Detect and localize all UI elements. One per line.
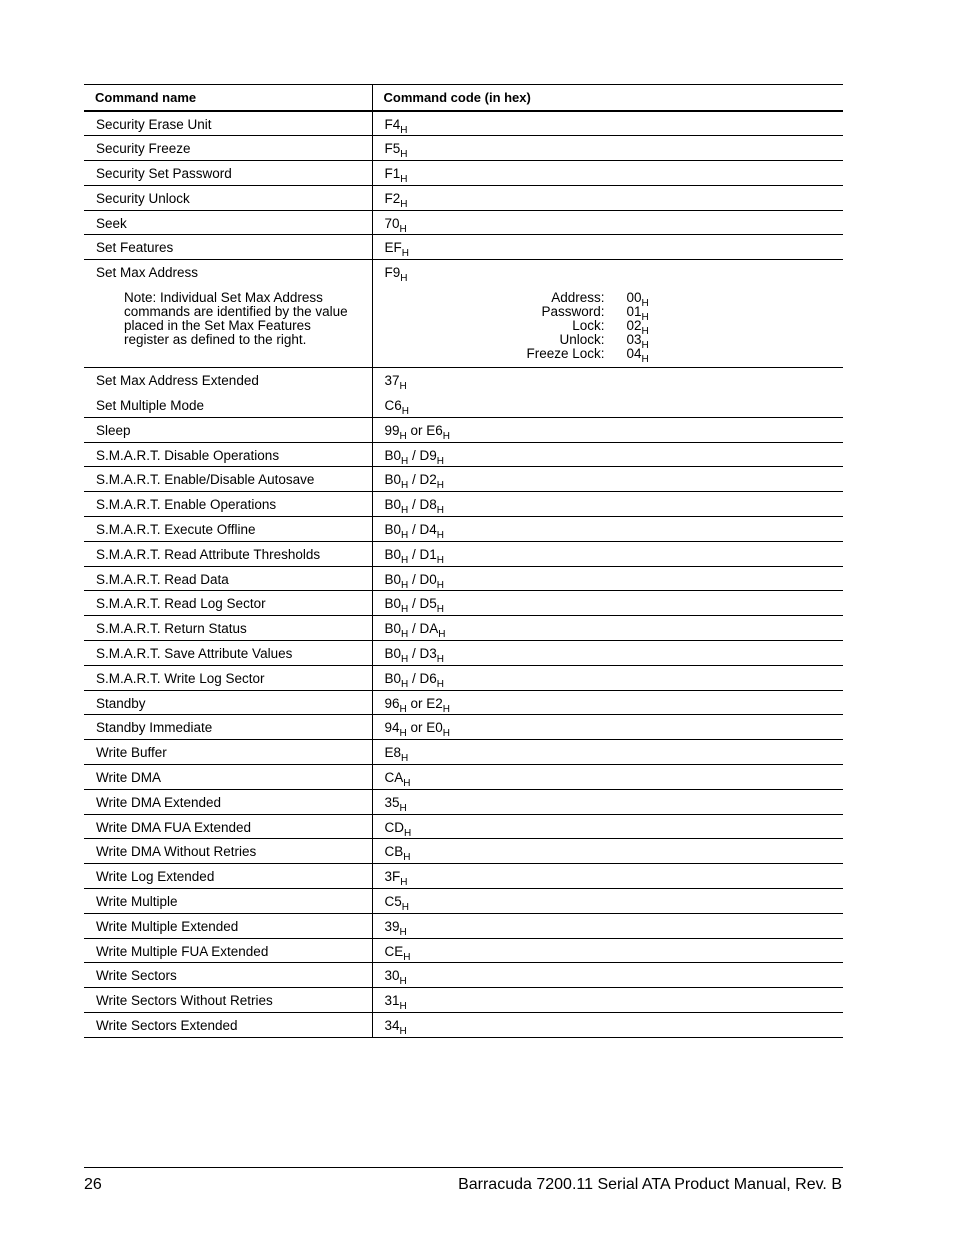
table-row xyxy=(84,161,843,186)
hex-subscript: H xyxy=(436,604,444,616)
hex-subscript: H xyxy=(399,381,407,393)
command-name-cell xyxy=(84,1013,372,1038)
table-row xyxy=(84,1013,843,1038)
command-code-cell xyxy=(372,210,843,235)
command-name: S.M.A.R.T. Read Attribute Thresholds xyxy=(96,546,321,562)
code-value: F5 xyxy=(384,141,401,157)
table-row xyxy=(84,740,843,765)
subcode-value xyxy=(605,318,651,338)
command-code-cell xyxy=(372,235,843,260)
code-value: 03 xyxy=(626,332,642,348)
set-max-note: Note: Individual Set Max Address commands are identified by the value placed in the Set Max Features register as defined to the right. xyxy=(124,290,348,348)
command-name: Security Erase Unit xyxy=(96,117,212,132)
command-name: Write Sectors Without Retries xyxy=(96,993,273,1009)
hex-subscript: H xyxy=(403,951,411,963)
code-value: 30 xyxy=(384,968,400,984)
hex-subscript: H xyxy=(401,554,409,566)
command-code xyxy=(384,720,844,740)
command-name-cell xyxy=(84,814,372,839)
command-code xyxy=(384,869,844,889)
command-name-cell xyxy=(84,913,372,938)
command-code xyxy=(384,240,844,260)
code-value: CE xyxy=(384,943,404,959)
command-name-cell xyxy=(84,839,372,864)
table-row xyxy=(84,889,843,914)
hex-subscript: H xyxy=(403,778,411,790)
code-value: B0 xyxy=(384,546,402,562)
hex-subscript: H xyxy=(401,405,409,417)
header-command-code: Command code (in hex) xyxy=(372,85,843,112)
hex-subscript: H xyxy=(436,678,444,690)
command-name: Standby xyxy=(96,695,146,711)
hex-subscript: H xyxy=(404,827,412,839)
command-name-cell xyxy=(84,665,372,690)
command-code-cell xyxy=(372,161,843,186)
hex-subscript: H xyxy=(641,354,649,366)
hex-subscript: H xyxy=(641,312,649,324)
command-code-cell xyxy=(372,591,843,616)
table-row xyxy=(84,938,843,963)
command-code-cell xyxy=(372,566,843,591)
hex-subscript: H xyxy=(436,455,444,467)
code-value: F1 xyxy=(384,166,401,182)
hex-subscript: H xyxy=(401,604,409,616)
command-name: Write DMA Without Retries xyxy=(96,844,257,860)
code-value: / D8 xyxy=(408,497,437,513)
table-body xyxy=(84,111,843,1037)
command-name-cell xyxy=(84,864,372,889)
command-code xyxy=(384,844,844,864)
command-name: Write Multiple FUA Extended xyxy=(96,943,269,959)
command-name: S.M.A.R.T. Enable Operations xyxy=(96,497,277,513)
hex-subscript: H xyxy=(436,505,444,517)
command-code xyxy=(384,373,844,393)
command-code xyxy=(384,968,844,988)
command-code-cell xyxy=(372,467,843,492)
subcode-label: Lock: xyxy=(572,318,605,334)
code-value: 00 xyxy=(626,290,642,306)
code-value: or E6 xyxy=(406,422,443,438)
hex-subscript: H xyxy=(401,678,409,690)
table-row xyxy=(84,814,843,839)
table-row xyxy=(84,690,843,715)
command-name: Write Log Extended xyxy=(96,869,215,885)
command-code xyxy=(384,646,844,666)
command-code-cell xyxy=(372,517,843,542)
code-value: 3F xyxy=(384,869,401,885)
code-value: E8 xyxy=(384,745,402,761)
subcode-label: Freeze Lock: xyxy=(526,346,605,362)
table-row xyxy=(84,665,843,690)
table-row xyxy=(84,111,843,136)
command-name: Sleep xyxy=(96,422,131,438)
hex-subscript: H xyxy=(401,629,409,641)
command-name-cell xyxy=(84,566,372,591)
command-code-cell xyxy=(372,616,843,641)
hex-subscript: H xyxy=(436,579,444,591)
code-value: 02 xyxy=(626,318,642,334)
hex-subscript: H xyxy=(438,629,446,641)
hex-subscript: H xyxy=(401,902,409,914)
hex-subscript: H xyxy=(399,728,407,740)
command-code-cell xyxy=(372,715,843,740)
command-name: S.M.A.R.T. Write Log Sector xyxy=(96,670,265,686)
command-code xyxy=(384,447,844,467)
command-name: Write Multiple Extended xyxy=(96,918,239,934)
code-value: or E2 xyxy=(406,695,443,711)
subcode-label: Unlock: xyxy=(559,332,605,348)
command-code xyxy=(384,522,844,542)
command-name-cell xyxy=(84,111,372,136)
table-row xyxy=(84,765,843,790)
hex-subscript: H xyxy=(436,530,444,542)
hex-subscript: H xyxy=(400,877,408,889)
command-code-cell xyxy=(372,839,843,864)
table-header-row xyxy=(84,85,843,112)
command-code-cell xyxy=(372,260,843,368)
table-row xyxy=(84,591,843,616)
hex-subscript: H xyxy=(442,703,451,715)
command-code xyxy=(384,571,844,591)
subcode-label: Address: xyxy=(551,290,605,306)
code-value: / D5 xyxy=(408,596,437,612)
command-name-cell xyxy=(84,517,372,542)
code-value: F2 xyxy=(384,190,401,206)
command-name: Set Max Address Extended xyxy=(96,373,259,389)
hex-subscript: H xyxy=(399,976,407,988)
table-row xyxy=(84,988,843,1013)
code-value: 01 xyxy=(626,304,642,320)
code-value: 99 xyxy=(384,422,400,438)
command-code xyxy=(384,215,844,235)
table-row xyxy=(84,839,843,864)
table-row xyxy=(84,541,843,566)
command-code-cell xyxy=(372,789,843,814)
command-name-cell xyxy=(84,591,372,616)
command-name-cell xyxy=(84,417,372,442)
command-code xyxy=(384,472,844,492)
hex-subscript: H xyxy=(436,654,444,666)
subcode-value xyxy=(605,332,651,352)
hex-subscript: H xyxy=(400,149,408,161)
command-name-cell xyxy=(84,210,372,235)
command-name-cell xyxy=(84,938,372,963)
command-code xyxy=(384,770,844,790)
table-row xyxy=(84,368,843,393)
table-row xyxy=(84,467,843,492)
command-name: S.M.A.R.T. Disable Operations xyxy=(96,447,280,463)
command-code-cell xyxy=(372,111,843,136)
command-name-cell xyxy=(84,988,372,1013)
code-value: B0 xyxy=(384,596,402,612)
hex-subscript: H xyxy=(442,728,451,740)
command-code xyxy=(384,695,844,715)
command-name: S.M.A.R.T. Save Attribute Values xyxy=(96,646,293,662)
hex-subscript: H xyxy=(400,273,408,285)
code-value: B0 xyxy=(384,670,402,686)
command-name-cell xyxy=(84,235,372,260)
table-row xyxy=(84,517,843,542)
hex-subscript: H xyxy=(401,455,409,467)
hex-subscript: H xyxy=(401,654,409,666)
hex-subscript: H xyxy=(641,340,649,352)
command-code xyxy=(384,497,844,517)
hex-subscript: H xyxy=(401,579,409,591)
code-value: / D6 xyxy=(408,670,437,686)
code-value: / DA xyxy=(408,621,439,637)
command-name-cell xyxy=(84,393,372,418)
command-name: Write DMA xyxy=(96,770,162,786)
table-row xyxy=(84,789,843,814)
command-code-cell xyxy=(372,393,843,418)
page-number: 26 xyxy=(84,1176,102,1193)
table-row xyxy=(84,260,843,368)
hex-subscript: H xyxy=(401,753,409,765)
code-value: 35 xyxy=(384,794,400,810)
code-value: B0 xyxy=(384,522,402,538)
command-name-cell xyxy=(84,963,372,988)
footer-rule xyxy=(84,1167,843,1168)
command-code-cell xyxy=(372,690,843,715)
command-name-cell xyxy=(84,789,372,814)
header-command-name: Command name xyxy=(84,85,372,112)
command-name: Write Sectors xyxy=(96,968,177,984)
set-max-subcodes xyxy=(455,290,844,366)
command-name-cell xyxy=(84,136,372,161)
command-name: Write DMA Extended xyxy=(96,794,222,810)
code-value: EF xyxy=(384,240,402,256)
command-code-cell xyxy=(372,913,843,938)
code-value: 96 xyxy=(384,695,400,711)
command-code xyxy=(384,794,844,814)
command-name: Write DMA FUA Extended xyxy=(96,819,252,835)
command-code xyxy=(384,265,844,285)
command-name: Set Multiple Mode xyxy=(96,397,205,413)
hex-subscript: H xyxy=(436,554,444,566)
table-row xyxy=(84,492,843,517)
command-code-cell xyxy=(372,1013,843,1038)
hex-subscript: H xyxy=(399,926,407,938)
command-name: Security Freeze xyxy=(96,141,191,157)
command-code xyxy=(384,546,844,566)
command-name-cell xyxy=(84,185,372,210)
table-row xyxy=(84,442,843,467)
command-name: S.M.A.R.T. Execute Offline xyxy=(96,522,256,538)
code-value: C5 xyxy=(384,894,402,910)
command-code-cell xyxy=(372,988,843,1013)
code-value: / D3 xyxy=(408,646,437,662)
code-value: 70 xyxy=(384,215,400,231)
table-row xyxy=(84,185,843,210)
table-row xyxy=(84,417,843,442)
command-code-cell xyxy=(372,864,843,889)
command-name-cell xyxy=(84,690,372,715)
command-code-cell xyxy=(372,889,843,914)
table-row xyxy=(84,210,843,235)
command-code xyxy=(384,670,844,690)
code-value: / D4 xyxy=(408,522,437,538)
command-code xyxy=(384,819,844,839)
table-row xyxy=(84,715,843,740)
command-code-cell xyxy=(372,185,843,210)
command-name-cell xyxy=(84,889,372,914)
command-code-cell xyxy=(372,541,843,566)
hex-subscript: H xyxy=(399,1026,407,1037)
command-name: Write Buffer xyxy=(96,745,167,761)
hex-subscript: H xyxy=(400,174,408,186)
command-name: S.M.A.R.T. Read Log Sector xyxy=(96,596,266,612)
code-value: F4 xyxy=(384,117,401,132)
command-code xyxy=(384,993,844,1013)
hex-subscript: H xyxy=(641,298,649,310)
subcode-label: Password: xyxy=(541,304,605,320)
command-code-cell xyxy=(372,740,843,765)
code-value: 04 xyxy=(626,346,642,362)
subcode-value xyxy=(605,290,651,310)
command-name-cell xyxy=(84,715,372,740)
command-name: S.M.A.R.T. Enable/Disable Autosave xyxy=(96,472,315,488)
command-code-cell xyxy=(372,814,843,839)
table-row xyxy=(84,616,843,641)
code-value: 34 xyxy=(384,1018,400,1033)
command-code xyxy=(384,190,844,210)
table-row xyxy=(84,393,843,418)
document-title: Barracuda 7200.11 Serial ATA Product Manual, Rev. B xyxy=(458,1176,842,1193)
command-code xyxy=(384,166,844,186)
table-row xyxy=(84,235,843,260)
command-name-cell xyxy=(84,467,372,492)
command-name: Security Set Password xyxy=(96,166,232,182)
code-value: or E0 xyxy=(406,720,443,736)
command-code xyxy=(384,1018,844,1037)
command-code xyxy=(384,397,844,417)
command-name-cell xyxy=(84,740,372,765)
code-value: F9 xyxy=(384,265,401,281)
command-code xyxy=(384,141,844,161)
command-name: Set Max Address xyxy=(96,265,199,281)
code-value: B0 xyxy=(384,447,402,463)
command-code-cell xyxy=(372,938,843,963)
command-code-cell xyxy=(372,417,843,442)
table-row xyxy=(84,913,843,938)
command-name: S.M.A.R.T. Return Status xyxy=(96,621,247,637)
hex-subscript: H xyxy=(641,326,649,338)
code-value: B0 xyxy=(384,571,402,587)
hex-subscript: H xyxy=(436,480,444,492)
table-row xyxy=(84,641,843,666)
command-name-cell xyxy=(84,368,372,393)
command-code-cell xyxy=(372,665,843,690)
code-value: / D0 xyxy=(408,571,437,587)
code-value: CB xyxy=(384,844,404,860)
command-name: Seek xyxy=(96,215,127,231)
command-code xyxy=(384,918,844,938)
command-code xyxy=(384,596,844,616)
hex-subscript: H xyxy=(399,223,407,235)
code-value: / D9 xyxy=(408,447,437,463)
hex-subscript: H xyxy=(399,1001,407,1013)
command-code-cell xyxy=(372,368,843,393)
command-code-cell xyxy=(372,136,843,161)
hex-subscript: H xyxy=(400,125,408,136)
code-value: 39 xyxy=(384,918,400,934)
subcode-value xyxy=(605,346,651,366)
table-row xyxy=(84,136,843,161)
command-name: Write Sectors Extended xyxy=(96,1018,238,1033)
command-code xyxy=(384,422,844,442)
hex-subscript: H xyxy=(403,852,411,864)
hex-subscript: H xyxy=(399,703,407,715)
command-table xyxy=(84,84,843,1038)
command-name-cell xyxy=(84,641,372,666)
command-name-cell xyxy=(84,541,372,566)
code-value: CD xyxy=(384,819,404,835)
command-code xyxy=(384,621,844,641)
command-code xyxy=(384,943,844,963)
command-name: Standby Immediate xyxy=(96,720,213,736)
hex-subscript: H xyxy=(401,530,409,542)
code-value: CA xyxy=(384,770,404,786)
code-value: / D2 xyxy=(408,472,437,488)
table-row xyxy=(84,963,843,988)
command-name-cell xyxy=(84,765,372,790)
subcode-value xyxy=(605,304,651,324)
code-value: 37 xyxy=(384,373,400,389)
code-value: / D1 xyxy=(408,546,437,562)
command-name-cell xyxy=(84,616,372,641)
command-code-cell xyxy=(372,641,843,666)
hex-subscript: H xyxy=(399,430,407,442)
command-code-cell xyxy=(372,765,843,790)
command-code-cell xyxy=(372,492,843,517)
hex-subscript: H xyxy=(399,802,407,814)
hex-subscript: H xyxy=(401,248,409,260)
hex-subscript: H xyxy=(401,505,409,517)
command-code xyxy=(384,745,844,765)
command-code-cell xyxy=(372,442,843,467)
table-row xyxy=(84,864,843,889)
code-value: B0 xyxy=(384,646,402,662)
code-value: B0 xyxy=(384,472,402,488)
command-name: Security Unlock xyxy=(96,190,190,206)
hex-subscript: H xyxy=(400,198,408,210)
table-row xyxy=(84,566,843,591)
command-code-cell xyxy=(372,963,843,988)
command-code xyxy=(384,894,844,914)
command-name-cell xyxy=(84,161,372,186)
hex-subscript: H xyxy=(442,430,451,442)
code-value: 94 xyxy=(384,720,400,736)
code-value: 31 xyxy=(384,993,400,1009)
hex-subscript: H xyxy=(401,480,409,492)
command-name: Set Features xyxy=(96,240,174,256)
code-value: B0 xyxy=(384,621,402,637)
command-code xyxy=(384,117,844,136)
command-name: Write Multiple xyxy=(96,894,178,910)
command-name-cell xyxy=(84,260,372,368)
command-name: S.M.A.R.T. Read Data xyxy=(96,571,229,587)
code-value: B0 xyxy=(384,497,402,513)
code-value: C6 xyxy=(384,397,402,413)
command-name-cell xyxy=(84,442,372,467)
command-name-cell xyxy=(84,492,372,517)
